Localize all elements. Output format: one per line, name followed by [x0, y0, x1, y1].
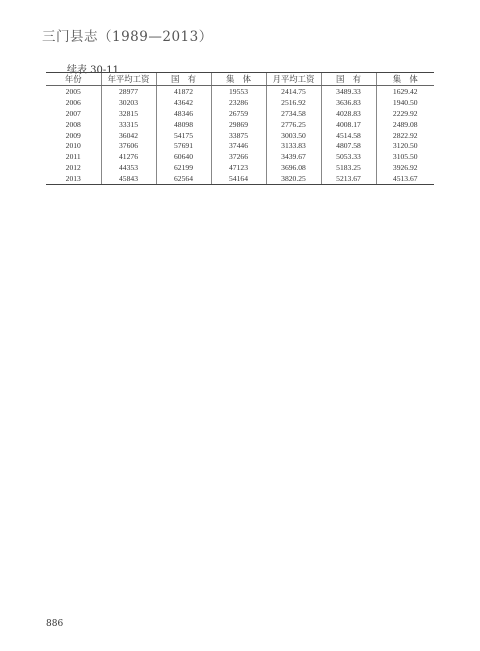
table-cell: 47123: [211, 162, 266, 173]
table-cell: 37266: [211, 151, 266, 162]
table-cell: 57691: [156, 140, 211, 151]
table-cell: 2011: [65, 152, 81, 162]
table-row: [46, 130, 434, 141]
table-row: [46, 173, 434, 184]
table-cell: 41276: [101, 151, 156, 162]
table-row: [46, 140, 434, 151]
table-row: [46, 108, 434, 119]
table-cell: 48346: [156, 108, 211, 119]
table-cell: 2734.58: [266, 108, 321, 119]
header-monthly-collective: 集 体: [376, 73, 434, 86]
table-row: [46, 86, 434, 97]
table-cell: 2005: [65, 86, 81, 96]
table-cell: 4008.17: [321, 119, 376, 130]
table-cell: 62199: [156, 162, 211, 173]
table-cell: 3120.50: [376, 140, 434, 151]
table-cell: 41872: [156, 86, 211, 97]
table-cell: 2009: [65, 130, 81, 140]
table-cell: 5183.25: [321, 162, 376, 173]
table-cell: 48098: [156, 119, 211, 130]
table-cell: 3926.92: [376, 162, 434, 173]
header-monthly-state-owned: 国 有: [321, 73, 376, 86]
running-head: 三门县志（1989—2013）: [42, 29, 213, 45]
table-cell: 2006: [65, 97, 81, 107]
table-cell: 2013: [46, 173, 101, 184]
table-cell: 44353: [101, 162, 156, 173]
table-cell: 37606: [101, 140, 156, 151]
table-row: [46, 97, 434, 108]
table-cell: 3439.67: [266, 151, 321, 162]
table-cell: 3489.33: [321, 86, 376, 97]
table-cell: 60640: [156, 151, 211, 162]
table-cell: 1629.42: [376, 86, 434, 97]
table-cell: 26759: [211, 108, 266, 119]
table-cell: 5053.33: [321, 151, 376, 162]
header-annual-state-owned: 国 有: [156, 73, 211, 86]
table-caption: 续表 30-11: [67, 65, 120, 76]
table-row: [46, 162, 434, 173]
table-cell: 2008: [65, 119, 81, 129]
table-cell: 2414.75: [266, 86, 321, 97]
table-cell: 2776.25: [266, 119, 321, 130]
table-cell: 45843: [101, 173, 156, 184]
table-cell: 19553: [211, 86, 266, 97]
table-cell: 33875: [211, 130, 266, 141]
table-cell: 3696.08: [266, 162, 321, 173]
table-cell: 5213.67: [321, 173, 376, 184]
header-year: 年份: [46, 73, 101, 86]
table-cell: 2229.92: [376, 108, 434, 119]
wage-table: [46, 72, 434, 185]
table-cell: 4514.58: [321, 130, 376, 141]
table-cell: 36042: [101, 130, 156, 141]
table-cell: 2822.92: [376, 130, 434, 141]
table-cell: 3820.25: [266, 173, 321, 184]
table-cell: 30203: [101, 97, 156, 108]
table-cell: 3105.50: [376, 151, 434, 162]
table-header-row: [46, 73, 434, 86]
table-cell: 4807.58: [321, 140, 376, 151]
header-monthly-average-wage: 月平均工资: [266, 73, 321, 86]
table-cell: 2516.92: [266, 97, 321, 108]
table-cell: 1940.50: [376, 97, 434, 108]
page-number: 886: [46, 619, 64, 629]
table-row: [46, 151, 434, 162]
table-cell: 2010: [65, 141, 81, 151]
table-cell: 3636.83: [321, 97, 376, 108]
table-cell: 37446: [211, 140, 266, 151]
table-cell: 2012: [65, 163, 81, 173]
table-cell: 28977: [101, 86, 156, 97]
table-cell: 3133.83: [266, 140, 321, 151]
table-cell: 29869: [211, 119, 266, 130]
header-annual-collective: 集 体: [211, 73, 266, 86]
table-cell: 54164: [211, 173, 266, 184]
table-cell: 4513.67: [376, 173, 434, 184]
table-cell: 3003.50: [266, 130, 321, 141]
table-cell: 62564: [156, 173, 211, 184]
table-row: [46, 119, 434, 130]
table-cell: 4028.83: [321, 108, 376, 119]
table-cell: 23286: [211, 97, 266, 108]
table-cell: 32815: [101, 108, 156, 119]
table-cell: 43642: [156, 97, 211, 108]
header-annual-average-wage: 年平均工资: [101, 73, 156, 86]
table-cell: 54175: [156, 130, 211, 141]
table-cell: 33315: [101, 119, 156, 130]
table-cell: 2489.08: [376, 119, 434, 130]
table-cell: 2007: [65, 108, 81, 118]
